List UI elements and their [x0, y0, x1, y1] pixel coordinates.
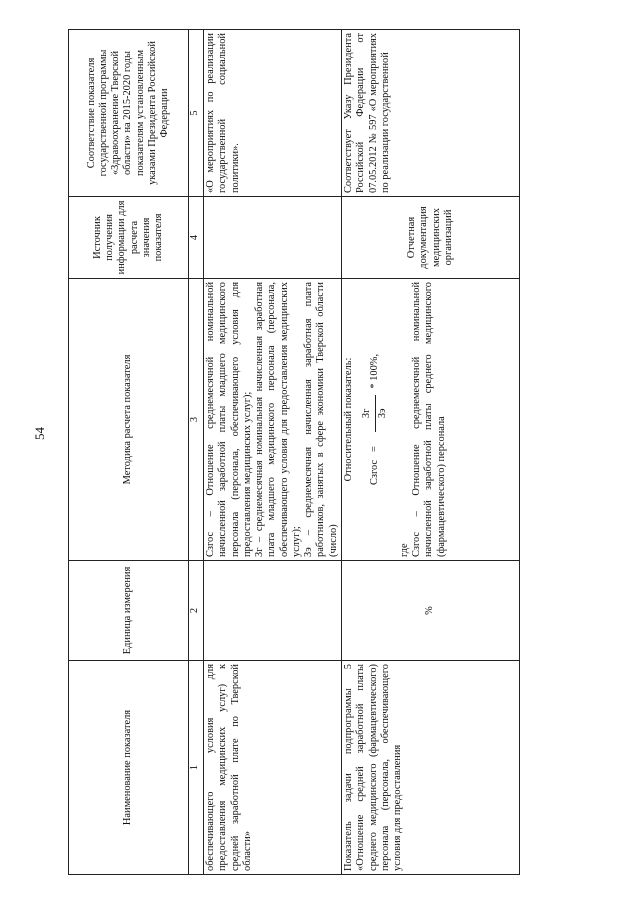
method-cell [204, 279, 342, 561]
method-line: Сзгос – Отношение среднемесячной номинальной начисленной заработной платы младшего медицинского персонала (персонала, обеспечивающего условия для предоставления медицинских услуг); [205, 282, 253, 557]
rotated-table-container [68, 30, 608, 875]
formula [355, 282, 399, 557]
formula-equals: = [368, 446, 380, 452]
formula-denominator: Зэ [376, 408, 388, 419]
column-number: 2 [189, 561, 204, 661]
indicator-name-cell: Показатель задачи подпрограммы 5 «Отношение средней заработной платы среднего медицинского (фармацевтического) персонала (персонала, обеспечивающего условия для предоставления [342, 661, 520, 875]
table-row [204, 30, 342, 875]
column-number: 3 [189, 279, 204, 561]
column-number: 1 [189, 661, 204, 875]
formula-tail: * 100%, [368, 353, 380, 389]
formula-numerator: Зг [361, 395, 375, 432]
header-method: Методика расчета показателя [69, 279, 189, 561]
source-cell [204, 197, 342, 279]
indicator-name-cell: обеспечивающего условия для предоставления медицинских услуг) к средней заработной плате по Тверской области» [204, 661, 342, 875]
method-title: Относительный показатель: [343, 357, 354, 482]
method-line: Зг – среднемесячная номинальная начисленная заработная плата младшего медицинского персонала (персонала, обеспечивающего условия для предоставления медицинских услуг); [254, 282, 302, 557]
where-label: где [398, 543, 410, 557]
compliance-cell: Соответствует Указу Президента Российской Федерации от 07.05.2012 № 597 «О мероприятиях по реализации государственной [342, 30, 520, 197]
method-cell [342, 279, 520, 561]
method-text: Сзгос – Отношение среднемесячной номинальной начисленной заработной платы среднего медицинского (фармацевтического) персонала [411, 282, 447, 557]
column-number: 4 [189, 197, 204, 279]
header-indicator-name: Наименование показателя [69, 661, 189, 875]
unit-cell: % [342, 561, 520, 661]
source-cell: Отчетная документация медицинских организаций [342, 197, 520, 279]
formula-lhs: Сзгос [368, 459, 380, 486]
table-header-row [69, 30, 189, 875]
column-number-row [189, 30, 204, 875]
indicator-table [68, 29, 520, 875]
column-number: 5 [189, 30, 204, 197]
unit-cell [204, 561, 342, 661]
table-row [342, 30, 520, 875]
page-number: 54 [32, 427, 47, 440]
header-unit: Единица измерения [69, 561, 189, 661]
method-line: Зэ – среднемесячная начисленная заработная плата работников, занятых в сфере экономики Тверской области (число) [303, 282, 339, 557]
compliance-cell: «О мероприятиях по реализации государственной социальной политики». [204, 30, 342, 197]
header-compliance: Соответствие показателя государственной программы «Здравоохранение Тверской области» на 2015-2020 годы показателям установленным указами Президента Российской Федерации [69, 30, 189, 197]
header-source: Источник получения информации для расчета значения показателя [69, 197, 189, 279]
formula-fraction [361, 395, 389, 432]
